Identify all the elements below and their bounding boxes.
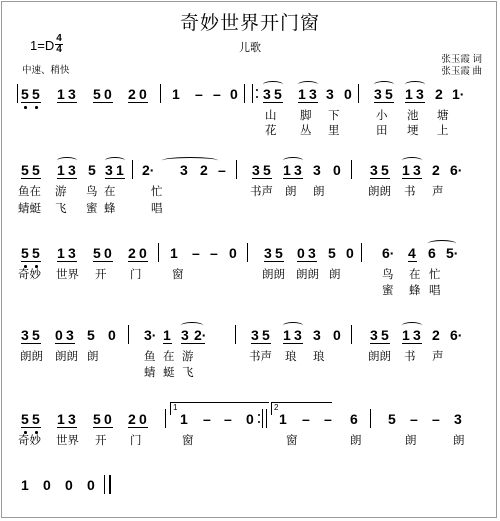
note: 2	[200, 162, 208, 178]
note: 3	[181, 327, 189, 343]
slur	[405, 81, 425, 88]
lyric: 朗朗	[368, 186, 391, 198]
meter-top: 4	[56, 33, 62, 44]
repeat-start	[252, 84, 253, 103]
low-octave-dot	[24, 265, 27, 268]
lyric: 书声	[250, 186, 273, 198]
note: 2	[128, 245, 136, 261]
lyric: 窗	[172, 269, 184, 281]
note: 0	[333, 162, 341, 178]
note: 1	[57, 411, 65, 427]
low-octave-dot	[35, 106, 38, 109]
note: 0	[230, 86, 238, 102]
note: 5	[32, 162, 40, 178]
low-octave-dot	[24, 106, 27, 109]
note: 0	[333, 327, 341, 343]
note: 1	[279, 411, 287, 427]
note: 0	[139, 245, 147, 261]
note: 0	[246, 411, 254, 427]
note: 2·	[194, 327, 207, 343]
note: 0	[104, 86, 112, 102]
barline	[351, 325, 352, 344]
note: 0	[87, 477, 95, 493]
underline	[57, 178, 77, 179]
lyric: 在	[409, 269, 421, 281]
lyric: 飞	[55, 203, 67, 215]
note: 3	[105, 162, 113, 178]
underline	[21, 102, 41, 103]
note: 6	[350, 411, 358, 427]
underline	[21, 261, 41, 262]
underline	[408, 261, 417, 262]
note: 0	[139, 411, 147, 427]
note: 3	[66, 327, 74, 343]
lyric: 开	[95, 269, 107, 281]
lyric: 忙	[429, 269, 441, 281]
note: –	[195, 86, 203, 102]
lyric: 世界	[56, 269, 79, 281]
note: –	[432, 411, 440, 427]
note: 0	[229, 245, 237, 261]
note: 5	[381, 162, 389, 178]
note: 1	[283, 162, 291, 178]
lyric: 忙	[151, 186, 163, 198]
low-octave-dot	[35, 265, 38, 268]
meter-bottom: 4	[56, 44, 62, 55]
note: 3	[413, 162, 421, 178]
note: 0	[139, 86, 147, 102]
note: 5	[381, 327, 389, 343]
note: 5	[93, 86, 101, 102]
repeat-dot	[256, 89, 258, 91]
note: –	[410, 411, 418, 427]
note: 6·	[450, 162, 463, 178]
underline	[251, 343, 271, 344]
note: 5	[93, 411, 101, 427]
note: 3	[68, 86, 76, 102]
note: 3	[308, 245, 316, 261]
note: 6·	[450, 327, 463, 343]
barline	[361, 243, 362, 262]
note: 5	[328, 245, 336, 261]
lyric: 脚	[300, 110, 312, 122]
slur	[402, 157, 422, 164]
lyric: 奇妙	[18, 435, 41, 447]
note: 1	[405, 86, 413, 102]
note: 3	[413, 327, 421, 343]
lyric: 下	[328, 110, 340, 122]
underline	[128, 261, 148, 262]
note: 5·	[446, 245, 459, 261]
note: 1	[116, 162, 124, 178]
low-octave-dot	[35, 431, 38, 434]
lyric: 里	[328, 125, 340, 137]
lyric: 朗	[453, 435, 465, 447]
lyric: 唱	[429, 285, 441, 297]
barline	[236, 160, 237, 179]
lyric: 山	[265, 110, 277, 122]
lyric: 蜂	[409, 285, 421, 297]
lyric: 朗	[285, 186, 297, 198]
key-signature: 1=D	[30, 38, 55, 53]
barline	[244, 84, 245, 103]
second-ending-number: 2	[274, 403, 279, 412]
lyric: 花	[265, 125, 277, 137]
barline	[128, 325, 129, 344]
underline	[297, 261, 317, 262]
slur	[57, 157, 77, 164]
lyric: 琅	[313, 351, 325, 363]
lyric: 朗	[405, 435, 417, 447]
underline	[57, 427, 77, 428]
lyric: 朗朗	[55, 351, 78, 363]
lyric: 朗	[329, 269, 341, 281]
note: 1	[163, 327, 171, 343]
underline	[283, 343, 303, 344]
repeat-end	[262, 409, 263, 428]
lyric: 世界	[56, 435, 79, 447]
note: 1	[283, 327, 291, 343]
note: –	[302, 411, 310, 427]
note: 2	[128, 86, 136, 102]
note: 0	[65, 477, 73, 493]
note: 5	[21, 411, 29, 427]
lyric: 门	[130, 269, 142, 281]
lyric: 蜻	[144, 367, 156, 379]
note: 5	[21, 162, 29, 178]
note: 0	[104, 411, 112, 427]
note: 0	[108, 327, 116, 343]
note: 0	[344, 86, 352, 102]
lyric: 鱼	[144, 351, 156, 363]
note: 3	[370, 327, 378, 343]
note: 5	[263, 162, 271, 178]
lyric: 埂	[407, 125, 419, 137]
tempo-marking: 中速、稍快	[22, 65, 70, 76]
underline	[163, 343, 172, 344]
song-title: 奇妙世界开门窗	[179, 13, 320, 34]
slur	[402, 322, 422, 329]
score-line-3	[0, 243, 500, 333]
note: 1·	[452, 86, 465, 102]
barline	[358, 84, 359, 103]
underline	[21, 178, 41, 179]
lyric: 鱼在	[18, 186, 41, 198]
slur	[283, 157, 303, 164]
underline	[264, 261, 284, 262]
note: 5	[32, 411, 40, 427]
lyric: 门	[130, 435, 142, 447]
underline	[128, 102, 148, 103]
note: 5	[32, 86, 40, 102]
note: 3	[416, 86, 424, 102]
note: 1	[180, 411, 188, 427]
lyric: 池	[407, 110, 419, 122]
lyric: 鸟	[86, 186, 98, 198]
underline	[298, 102, 318, 103]
lyric: 蜜	[382, 285, 394, 297]
note: 5	[88, 162, 96, 178]
lyric: 鸟	[382, 269, 394, 281]
note: 5	[21, 86, 29, 102]
slur	[283, 322, 303, 329]
lyric: 朗	[350, 435, 362, 447]
note: 1	[170, 245, 178, 261]
barline	[266, 409, 267, 428]
underline	[105, 178, 125, 179]
genre-label: 儿歌	[239, 42, 261, 54]
lyric: 丛	[300, 125, 312, 137]
barline	[370, 409, 371, 428]
note: 5	[87, 327, 95, 343]
note: 2	[435, 86, 443, 102]
note: 3	[264, 245, 272, 261]
lyric: 游	[182, 351, 194, 363]
note: 1	[57, 162, 65, 178]
lyric: 朗朗	[20, 351, 43, 363]
note: 2	[432, 162, 440, 178]
lyric: 唱	[151, 203, 163, 215]
note: 3	[294, 327, 302, 343]
slur	[181, 322, 203, 329]
underline	[283, 178, 303, 179]
note: 3	[370, 162, 378, 178]
underline	[181, 343, 205, 344]
note: 5	[385, 86, 393, 102]
underline	[374, 102, 394, 103]
lyric: 在	[163, 351, 175, 363]
lyric: 声	[432, 186, 444, 198]
note: 0	[55, 327, 63, 343]
lyric: 书	[404, 351, 416, 363]
lyric: 蜻蜓	[18, 203, 41, 215]
note: –	[192, 245, 200, 261]
lyric: 窗	[182, 435, 194, 447]
lyric: 田	[376, 125, 388, 137]
low-octave-dot	[24, 431, 27, 434]
lyric: 塘	[437, 110, 449, 122]
slur	[374, 81, 394, 88]
lyric: 小	[376, 110, 388, 122]
note: 6·	[382, 245, 395, 261]
note: 1	[298, 86, 306, 102]
note: 1	[402, 162, 410, 178]
lyric: 上	[437, 125, 449, 137]
underline	[55, 343, 75, 344]
lyric: 朗朗	[262, 269, 285, 281]
note: 1	[172, 86, 180, 102]
note: 3	[68, 245, 76, 261]
time-signature	[55, 34, 63, 55]
underline	[21, 343, 41, 344]
underline	[252, 178, 272, 179]
note: 1	[57, 86, 65, 102]
lyric: 书声	[249, 351, 272, 363]
note: 3	[21, 327, 29, 343]
note: 3	[251, 327, 259, 343]
lyric: 游	[55, 186, 67, 198]
barline	[247, 243, 248, 262]
note: –	[213, 86, 221, 102]
score-line-2	[0, 160, 500, 250]
barline	[158, 243, 159, 262]
note: 5	[274, 86, 282, 102]
lyric: 朗	[313, 186, 325, 198]
note: 5	[388, 411, 396, 427]
underline	[370, 178, 390, 179]
underline	[402, 178, 422, 179]
note: –	[210, 245, 218, 261]
note: 5	[262, 327, 270, 343]
lyric: 蜓	[163, 367, 175, 379]
note: 0	[297, 245, 305, 261]
repeat-dot	[258, 414, 260, 416]
lyric: 在	[104, 186, 116, 198]
note: –	[324, 411, 332, 427]
note: 0	[43, 477, 51, 493]
underline	[263, 102, 283, 103]
note: 3	[313, 162, 321, 178]
score-line-6	[0, 475, 500, 499]
barline	[235, 325, 236, 344]
barline	[351, 160, 352, 179]
note: 1	[21, 477, 29, 493]
note: 3	[68, 411, 76, 427]
note: 6	[428, 245, 436, 261]
repeat-dot	[258, 421, 260, 423]
underline	[370, 343, 390, 344]
lyric: 朗朗	[368, 351, 391, 363]
first-ending-number: 1	[173, 403, 178, 412]
note: 3·	[144, 327, 157, 343]
lyric: 开	[95, 435, 107, 447]
barline	[160, 84, 161, 103]
barline	[132, 160, 133, 179]
composer-credit: 张玉霞 曲	[441, 66, 482, 77]
note: 5	[275, 245, 283, 261]
lyric: 奇妙	[18, 269, 41, 281]
underline	[93, 427, 113, 428]
note: 2	[432, 327, 440, 343]
barline	[165, 409, 166, 428]
note: 3	[454, 411, 462, 427]
note: 5	[32, 245, 40, 261]
underline	[128, 427, 148, 428]
note: 3	[180, 162, 188, 178]
note: –	[203, 411, 211, 427]
note: 5	[21, 245, 29, 261]
underline	[402, 343, 422, 344]
note: 3	[68, 162, 76, 178]
slur	[428, 240, 456, 247]
lyricist-credit: 张玉霞 词	[441, 54, 482, 65]
lyric: 声	[432, 351, 444, 363]
lyric: 朗	[87, 351, 99, 363]
note: 3	[294, 162, 302, 178]
lyric: 朗朗	[296, 269, 319, 281]
underline	[57, 261, 77, 262]
note: 5	[93, 245, 101, 261]
underline	[405, 102, 425, 103]
note: 5	[32, 327, 40, 343]
slur	[263, 81, 283, 88]
note: 3	[263, 86, 271, 102]
note: –	[218, 162, 226, 178]
lyric: 飞	[182, 367, 194, 379]
slur	[298, 81, 318, 88]
underline	[93, 102, 113, 103]
note: 0	[104, 245, 112, 261]
note: 0	[346, 245, 354, 261]
underline	[57, 102, 77, 103]
barline	[17, 84, 18, 103]
underline	[21, 427, 41, 428]
note: 1	[57, 245, 65, 261]
final-barline	[104, 475, 111, 494]
note: 3	[309, 86, 317, 102]
note: 3	[374, 86, 382, 102]
note: –	[224, 411, 232, 427]
note: 3	[326, 86, 334, 102]
lyric: 蜜	[86, 203, 98, 215]
lyric: 窗	[286, 435, 298, 447]
note: 3	[252, 162, 260, 178]
note: 2	[128, 411, 136, 427]
note: 1	[402, 327, 410, 343]
lyric: 琅	[285, 351, 297, 363]
note: 4	[408, 245, 416, 261]
note: 2·	[142, 162, 155, 178]
repeat-dot	[256, 96, 258, 98]
underline	[93, 261, 113, 262]
slur	[162, 157, 218, 164]
lyric: 蜂	[104, 203, 116, 215]
slur	[105, 157, 125, 164]
lyric: 书	[404, 186, 416, 198]
note: 3	[313, 327, 321, 343]
